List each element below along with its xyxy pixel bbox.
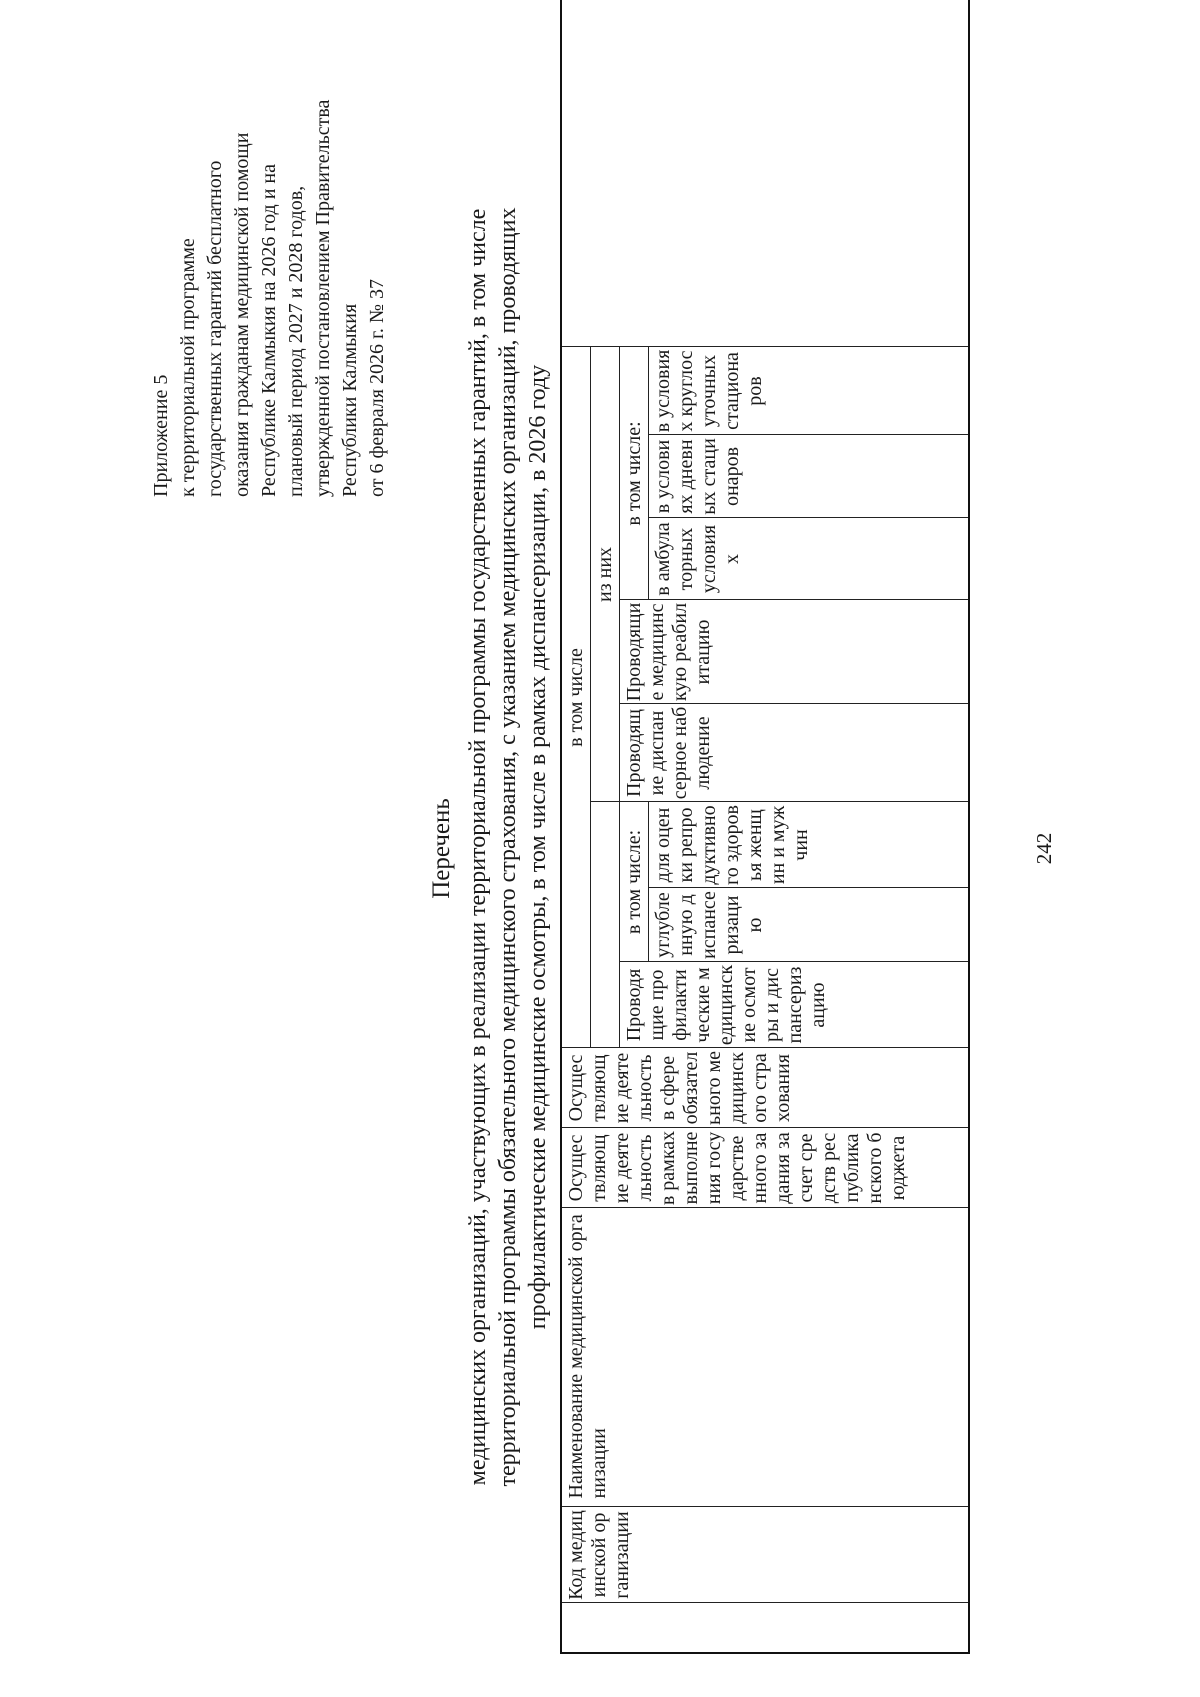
appendix-line: плановый период 2027 и 2028 годов,: [285, 185, 307, 497]
header-repro: для оценки репродуктивного здоровья женщин и мужчин: [649, 802, 969, 888]
document-subtitle: [463, 197, 553, 1497]
header-of-them: из них: [591, 347, 620, 802]
header-day: в условиях дневных стационаров: [649, 435, 969, 518]
subtitle-line: территориальной программы обязательного медицинского страхования, с указанием медицинских организаций, проводящих: [495, 207, 521, 1487]
subtitle-line: медицинских организаций, участвующих в реализации территориальной программы государственных гарантий, в том числе: [465, 208, 491, 1486]
subtitle-line: профилактические медицинские осмотры, в том числе в рамках диспансеризации, в 2026 году: [525, 364, 551, 1330]
header-prof-including: в том числе:: [620, 802, 649, 962]
organizations-table: [560, 0, 970, 1654]
appendix-line: утвержденной постановлением Правительства: [312, 99, 334, 497]
appendix-line: Приложение 5: [150, 374, 172, 497]
appendix-line: к территориальной программе: [177, 238, 199, 497]
blank-cell: [561, 1603, 969, 1653]
header-name: Наименование медицинской организации: [561, 1208, 969, 1507]
header-ambul: в амбулаторных условиях: [649, 518, 969, 600]
header-deep: углубленную диспансеризацию: [649, 888, 969, 962]
page-number: 242: [1032, 832, 1056, 865]
appendix-line: Республике Калмыкия на 2026 год и на: [258, 164, 280, 497]
appendix-header: [148, 67, 391, 497]
header-round: в условиях круглосуточных стационаров: [649, 347, 969, 435]
header-prof: Проводящие профилактические медицинские осмотры и диспансеризацию: [620, 962, 969, 1048]
blank-cell: [561, 0, 969, 347]
appendix-line: оказания гражданам медицинской помощи: [231, 132, 253, 497]
header-oms: Осуществляющие деятельность в сфере обязательного медицинского страхования: [561, 1048, 969, 1128]
header-disp: Проводящие диспансерное наблюдение: [620, 704, 969, 802]
document-title: Перечень: [428, 798, 455, 899]
header-including: в том числе: [561, 347, 591, 1048]
blank-cell: [591, 802, 620, 1048]
appendix-line: от 6 февраля 2026 г. № 37: [366, 278, 388, 497]
header-rehab-including: в том числе:: [620, 347, 649, 600]
header-budget: Осуществляющие деятельность в рамках выполнения государственного задания за счет средств республиканского бюджета: [561, 1128, 969, 1208]
appendix-line: Республики Калмыкия: [339, 303, 361, 497]
appendix-line: государственных гарантий бесплатного: [204, 160, 226, 497]
header-code: Код медицинской организации: [561, 1507, 969, 1603]
header-rehab: Проводящие медицинскую реабилитацию: [620, 600, 969, 704]
